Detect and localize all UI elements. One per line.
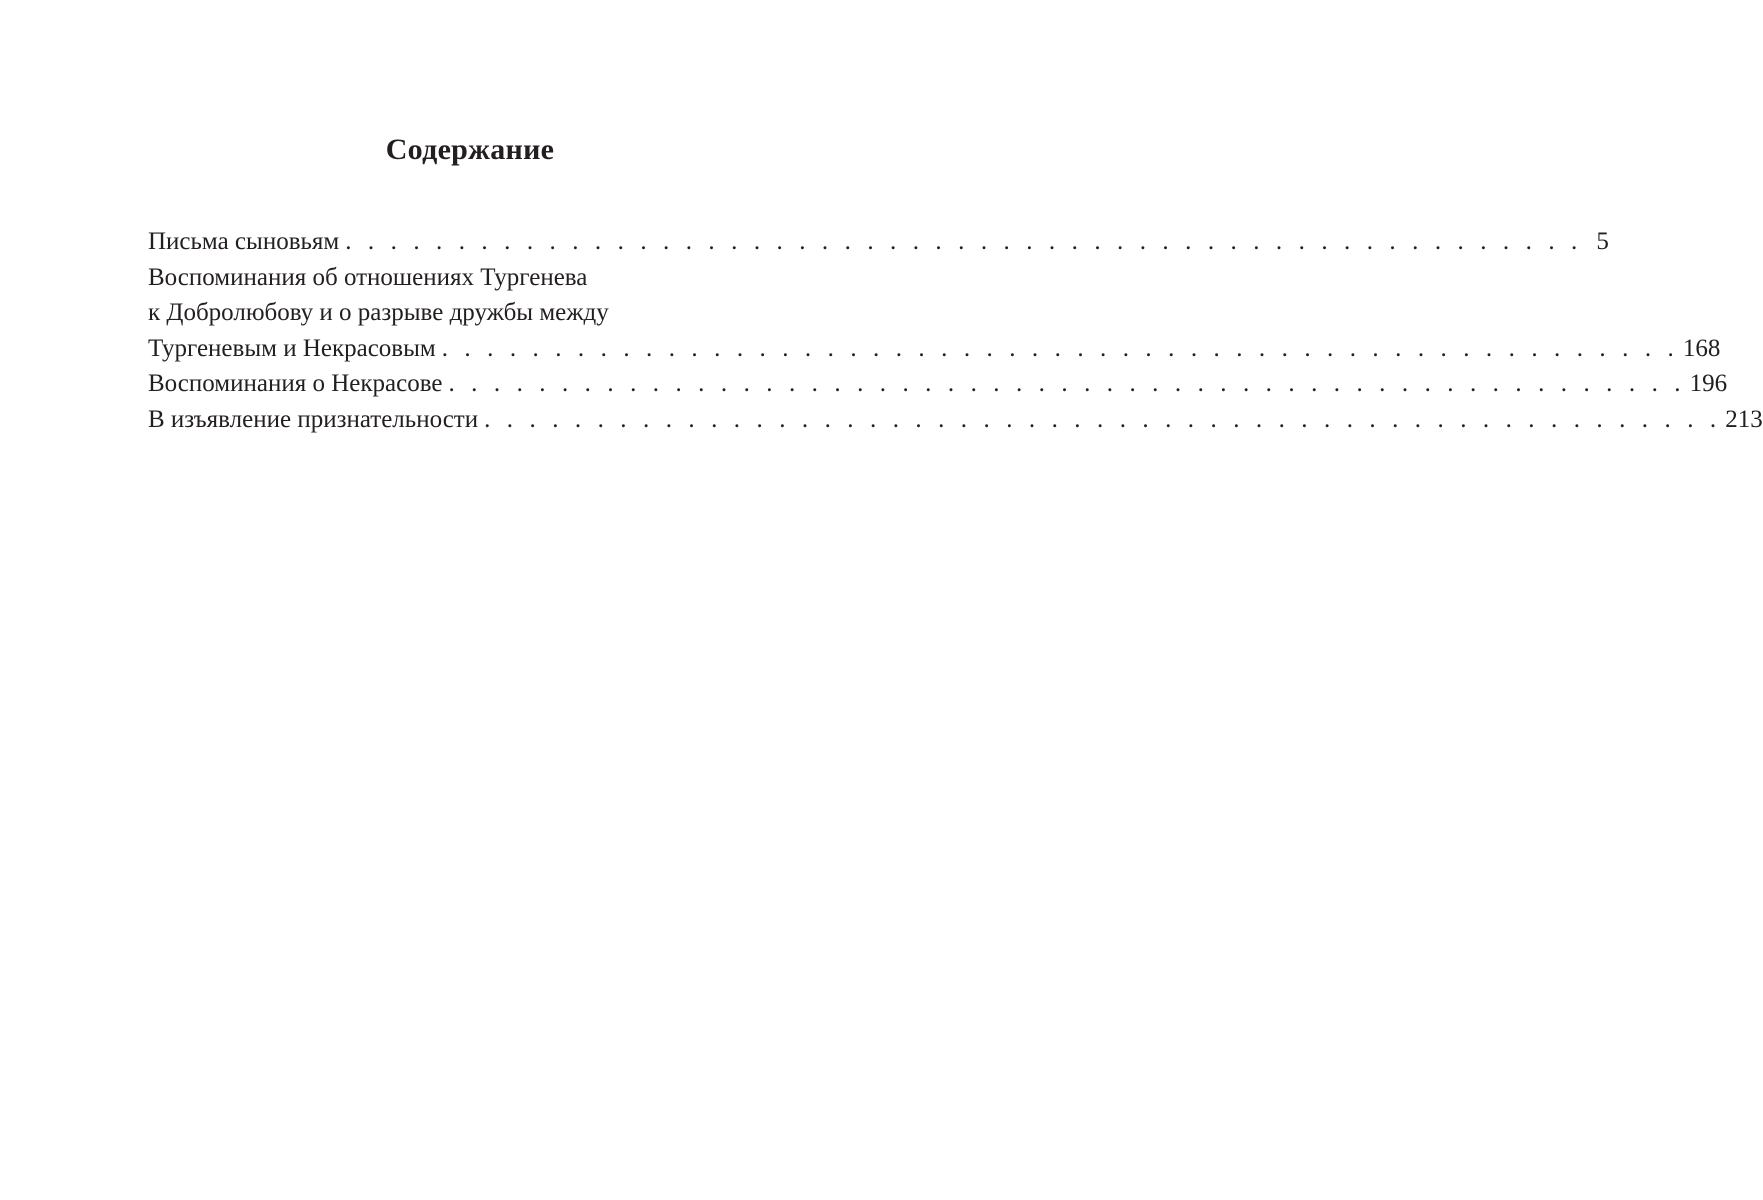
toc-entry-acknowledgement[interactable] bbox=[148, 402, 1763, 438]
toc-entry-title-line-3: Тургеневым и Некрасовым bbox=[148, 334, 436, 362]
table-of-contents bbox=[148, 224, 1763, 438]
toc-leader-dots: . . . . . . . . . . . . . . . . . . . . . . . . . . . . . . . . . . . . . . . . . . . . . . . . . . . . . . . bbox=[345, 228, 1583, 255]
page-title: Содержание bbox=[385, 133, 555, 166]
toc-entry-nekrasov-memoirs[interactable] bbox=[148, 366, 1728, 402]
toc-page-number: 213 bbox=[1725, 405, 1763, 433]
toc-entry-title-line-2: к Добролюбову и о разрыве дружбы между bbox=[148, 299, 609, 327]
toc-page-number: 168 bbox=[1682, 334, 1721, 362]
toc-line bbox=[148, 402, 1763, 438]
toc-line bbox=[148, 224, 1609, 260]
toc-line bbox=[148, 331, 1721, 367]
toc-entry-letters-to-sons[interactable] bbox=[148, 224, 1609, 260]
toc-entry-title: Письма сыновьям bbox=[148, 228, 340, 255]
toc-entry-title: Воспоминания о Некрасове bbox=[148, 370, 443, 398]
toc-entry-title: В изъявление признательности bbox=[148, 405, 479, 433]
toc-entry-title-line-1: Воспоминания об отношениях Тургенева bbox=[148, 263, 588, 291]
toc-line bbox=[148, 366, 1728, 402]
toc-leader-dots: . . . . . . . . . . . . . . . . . . . . . . . . . . . . . . . . . . . . . . . . . . . . . . . . . . . . . . . bbox=[441, 334, 1679, 362]
toc-leader-dots: . . . . . . . . . . . . . . . . . . . . . . . . . . . . . . . . . . . . . . . . . . . . . . . . . . . . . . . bbox=[448, 370, 1686, 398]
toc-page-number: 5 bbox=[1596, 228, 1609, 255]
toc-leader-dots: . . . . . . . . . . . . . . . . . . . . . . . . . . . . . . . . . . . . . . . . . . . . . . . . . . . . . . . bbox=[484, 405, 1722, 433]
toc-entry-turgenev-memoirs[interactable] bbox=[148, 260, 1721, 367]
toc-line bbox=[148, 295, 788, 331]
toc-page-number: 196 bbox=[1689, 370, 1728, 398]
toc-line bbox=[148, 260, 788, 296]
